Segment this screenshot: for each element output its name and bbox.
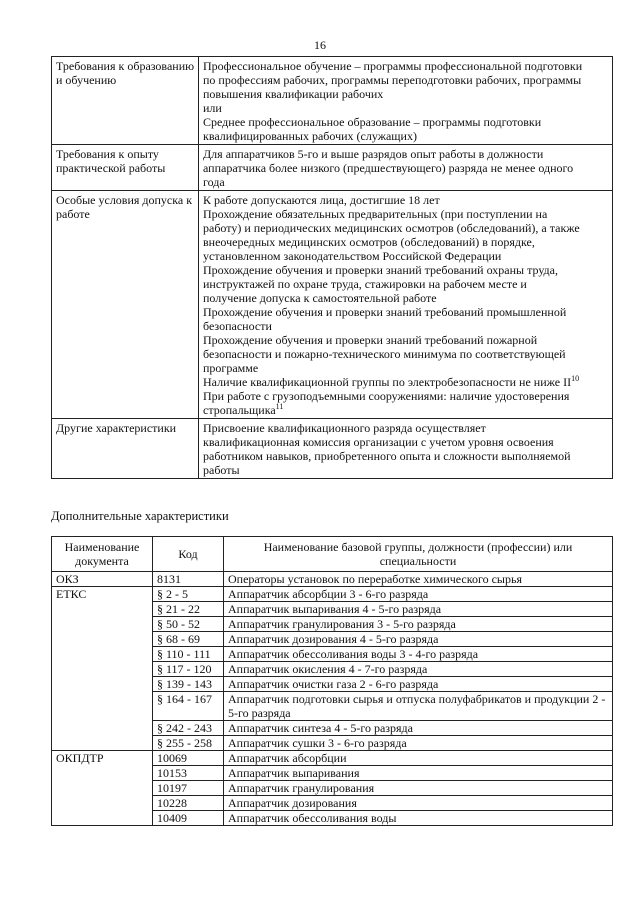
specialty-name-cell: Аппаратчик сушки 3 - 6-го разряда [224, 736, 613, 751]
requirement-line: Для аппаратчиков 5-го и выше разрядов опыт работы в должности [203, 147, 544, 161]
requirement-line: инструктажей по охране труда, стажировки на рабочем месте и [203, 277, 527, 291]
requirement-line: работы [203, 463, 240, 477]
requirements-table [51, 56, 613, 479]
code-cell: 10069 [153, 751, 224, 766]
additional-characteristics-table [51, 536, 613, 826]
requirement-line: безопасности и пожарно-технического минимума по соответствующей [203, 347, 566, 361]
code-cell: § 255 - 258 [153, 736, 224, 751]
code-cell: § 242 - 243 [153, 721, 224, 736]
table-row [52, 751, 613, 766]
requirement-row [52, 145, 613, 191]
footnote-marker: 10 [571, 374, 580, 383]
requirement-line: квалифицированных рабочих (служащих) [203, 129, 417, 143]
requirement-value [199, 419, 613, 479]
code-cell: 10153 [153, 766, 224, 781]
requirement-line: программе [203, 361, 259, 375]
specialty-name-cell: Аппаратчик гранулирования 3 - 5-го разряда [224, 617, 613, 632]
code-cell: 10409 [153, 811, 224, 826]
specialty-name-cell: Операторы установок по переработке химического сырья [224, 572, 613, 587]
code-cell: § 164 - 167 [153, 692, 224, 721]
specialty-name-cell: Аппаратчик дозирования [224, 796, 613, 811]
table-row [52, 587, 613, 602]
code-cell: § 110 - 111 [153, 647, 224, 662]
specialty-name-cell: Аппаратчик абсорбции 3 - 6-го разряда [224, 587, 613, 602]
requirement-line: установленном законодательством Российской Федерации [203, 249, 502, 263]
specialty-name-cell: Аппаратчик выпаривания 4 - 5-го разряда [224, 602, 613, 617]
requirement-label: Требования к опыту практической работы [52, 145, 199, 191]
specialty-name-cell: Аппаратчик абсорбции [224, 751, 613, 766]
specialty-name-cell: Аппаратчик окисления 4 - 7-го разряда [224, 662, 613, 677]
requirement-value [199, 57, 613, 145]
requirement-label: Особые условия допуска к работе [52, 191, 199, 419]
requirement-line: Среднее профессиональное образование – программы подготовки [203, 115, 542, 129]
requirement-line: внеочередных медицинских осмотров (обследований) в порядке, [203, 235, 535, 249]
requirement-line: повышения квалификации рабочих [203, 87, 384, 101]
table-row [52, 572, 613, 587]
specialty-name-cell: Аппаратчик обессоливания воды [224, 811, 613, 826]
header-name: Наименование базовой группы, должности (профессии) или специальности [224, 537, 613, 572]
code-cell: § 50 - 52 [153, 617, 224, 632]
document-name-cell: ЕТКС [52, 587, 153, 751]
specialty-name-cell: Аппаратчик гранулирования [224, 781, 613, 796]
header-code: Код [153, 537, 224, 572]
document-name-cell: ОКПДТР [52, 751, 153, 826]
requirement-line: К работе допускаются лица, достигшие 18 лет [203, 193, 440, 207]
code-cell: 8131 [153, 572, 224, 587]
code-cell: § 21 - 22 [153, 602, 224, 617]
requirement-row [52, 191, 613, 419]
code-cell: § 117 - 120 [153, 662, 224, 677]
requirement-label: Требования к образованию и обучению [52, 57, 199, 145]
code-cell: § 68 - 69 [153, 632, 224, 647]
requirement-line: квалификационная комиссия организации с учетом уровня освоения [203, 435, 554, 449]
requirement-line: Профессиональное обучение – программы профессиональной подготовки [203, 59, 583, 73]
specialty-name-cell: Аппаратчик очистки газа 2 - 6-го разряда [224, 677, 613, 692]
requirement-line: или [203, 101, 222, 115]
requirement-line: по профессиям рабочих, программы переподготовки рабочих, программы [203, 73, 582, 87]
specialty-name-cell: Аппаратчик обессоливания воды 3 - 4-го разряда [224, 647, 613, 662]
requirement-line: работником навыков, приобретенного опыта и сложности выполняемой [203, 449, 571, 463]
requirement-line-text: стропальщика [203, 403, 276, 417]
requirement-line [203, 403, 609, 417]
section-title: Дополнительные характеристики [51, 509, 229, 523]
specialty-name-cell: Аппаратчик синтеза 4 - 5-го разряда [224, 721, 613, 736]
requirement-label: Другие характеристики [52, 419, 199, 479]
footnote-marker: 11 [275, 402, 284, 411]
specialty-name-cell: Аппаратчик подготовки сырья и отпуска полуфабрикатов и продукции 2 - 5-го разряда [224, 692, 613, 721]
requirement-line: Прохождение обучения и проверки знаний требований пожарной [203, 333, 538, 347]
requirement-line: Прохождение обязательных предварительных (при поступлении на [203, 207, 548, 221]
requirement-line: безопасности [203, 319, 272, 333]
requirement-line: получение допуска к самостоятельной работе [203, 291, 437, 305]
requirement-row [52, 57, 613, 145]
specialty-name-cell: Аппаратчик выпаривания [224, 766, 613, 781]
code-cell: 10197 [153, 781, 224, 796]
requirement-line [203, 389, 609, 403]
code-cell: § 139 - 143 [153, 677, 224, 692]
requirement-line: года [203, 175, 225, 189]
requirement-line: работу) и периодических медицинских осмотров (обследований), а также [203, 221, 580, 235]
specialty-name-cell: Аппаратчик дозирования 4 - 5-го разряда [224, 632, 613, 647]
requirement-line-text: При работе с грузоподъемными сооружениями: наличие удостоверения [203, 389, 570, 403]
requirement-value [199, 145, 613, 191]
requirement-value [199, 191, 613, 419]
requirement-line: Присвоение квалификационного разряда осуществляет [203, 421, 486, 435]
header-document: Наименование документа [52, 537, 153, 572]
page-number: 16 [314, 38, 326, 52]
requirement-line: аппаратчика более низкого (предшествующего) разряда не менее одного [203, 161, 574, 175]
requirement-line-text: Наличие квалификационной группы по электробезопасности не ниже II [203, 375, 572, 389]
table-header-row [52, 537, 613, 572]
requirement-row [52, 419, 613, 479]
requirement-line [203, 375, 609, 389]
document-name-cell: ОКЗ [52, 572, 153, 587]
code-cell: § 2 - 5 [153, 587, 224, 602]
requirement-line: Прохождение обучения и проверки знаний требований охраны труда, [203, 263, 558, 277]
code-cell: 10228 [153, 796, 224, 811]
requirement-line: Прохождение обучения и проверки знаний требований промышленной [203, 305, 567, 319]
